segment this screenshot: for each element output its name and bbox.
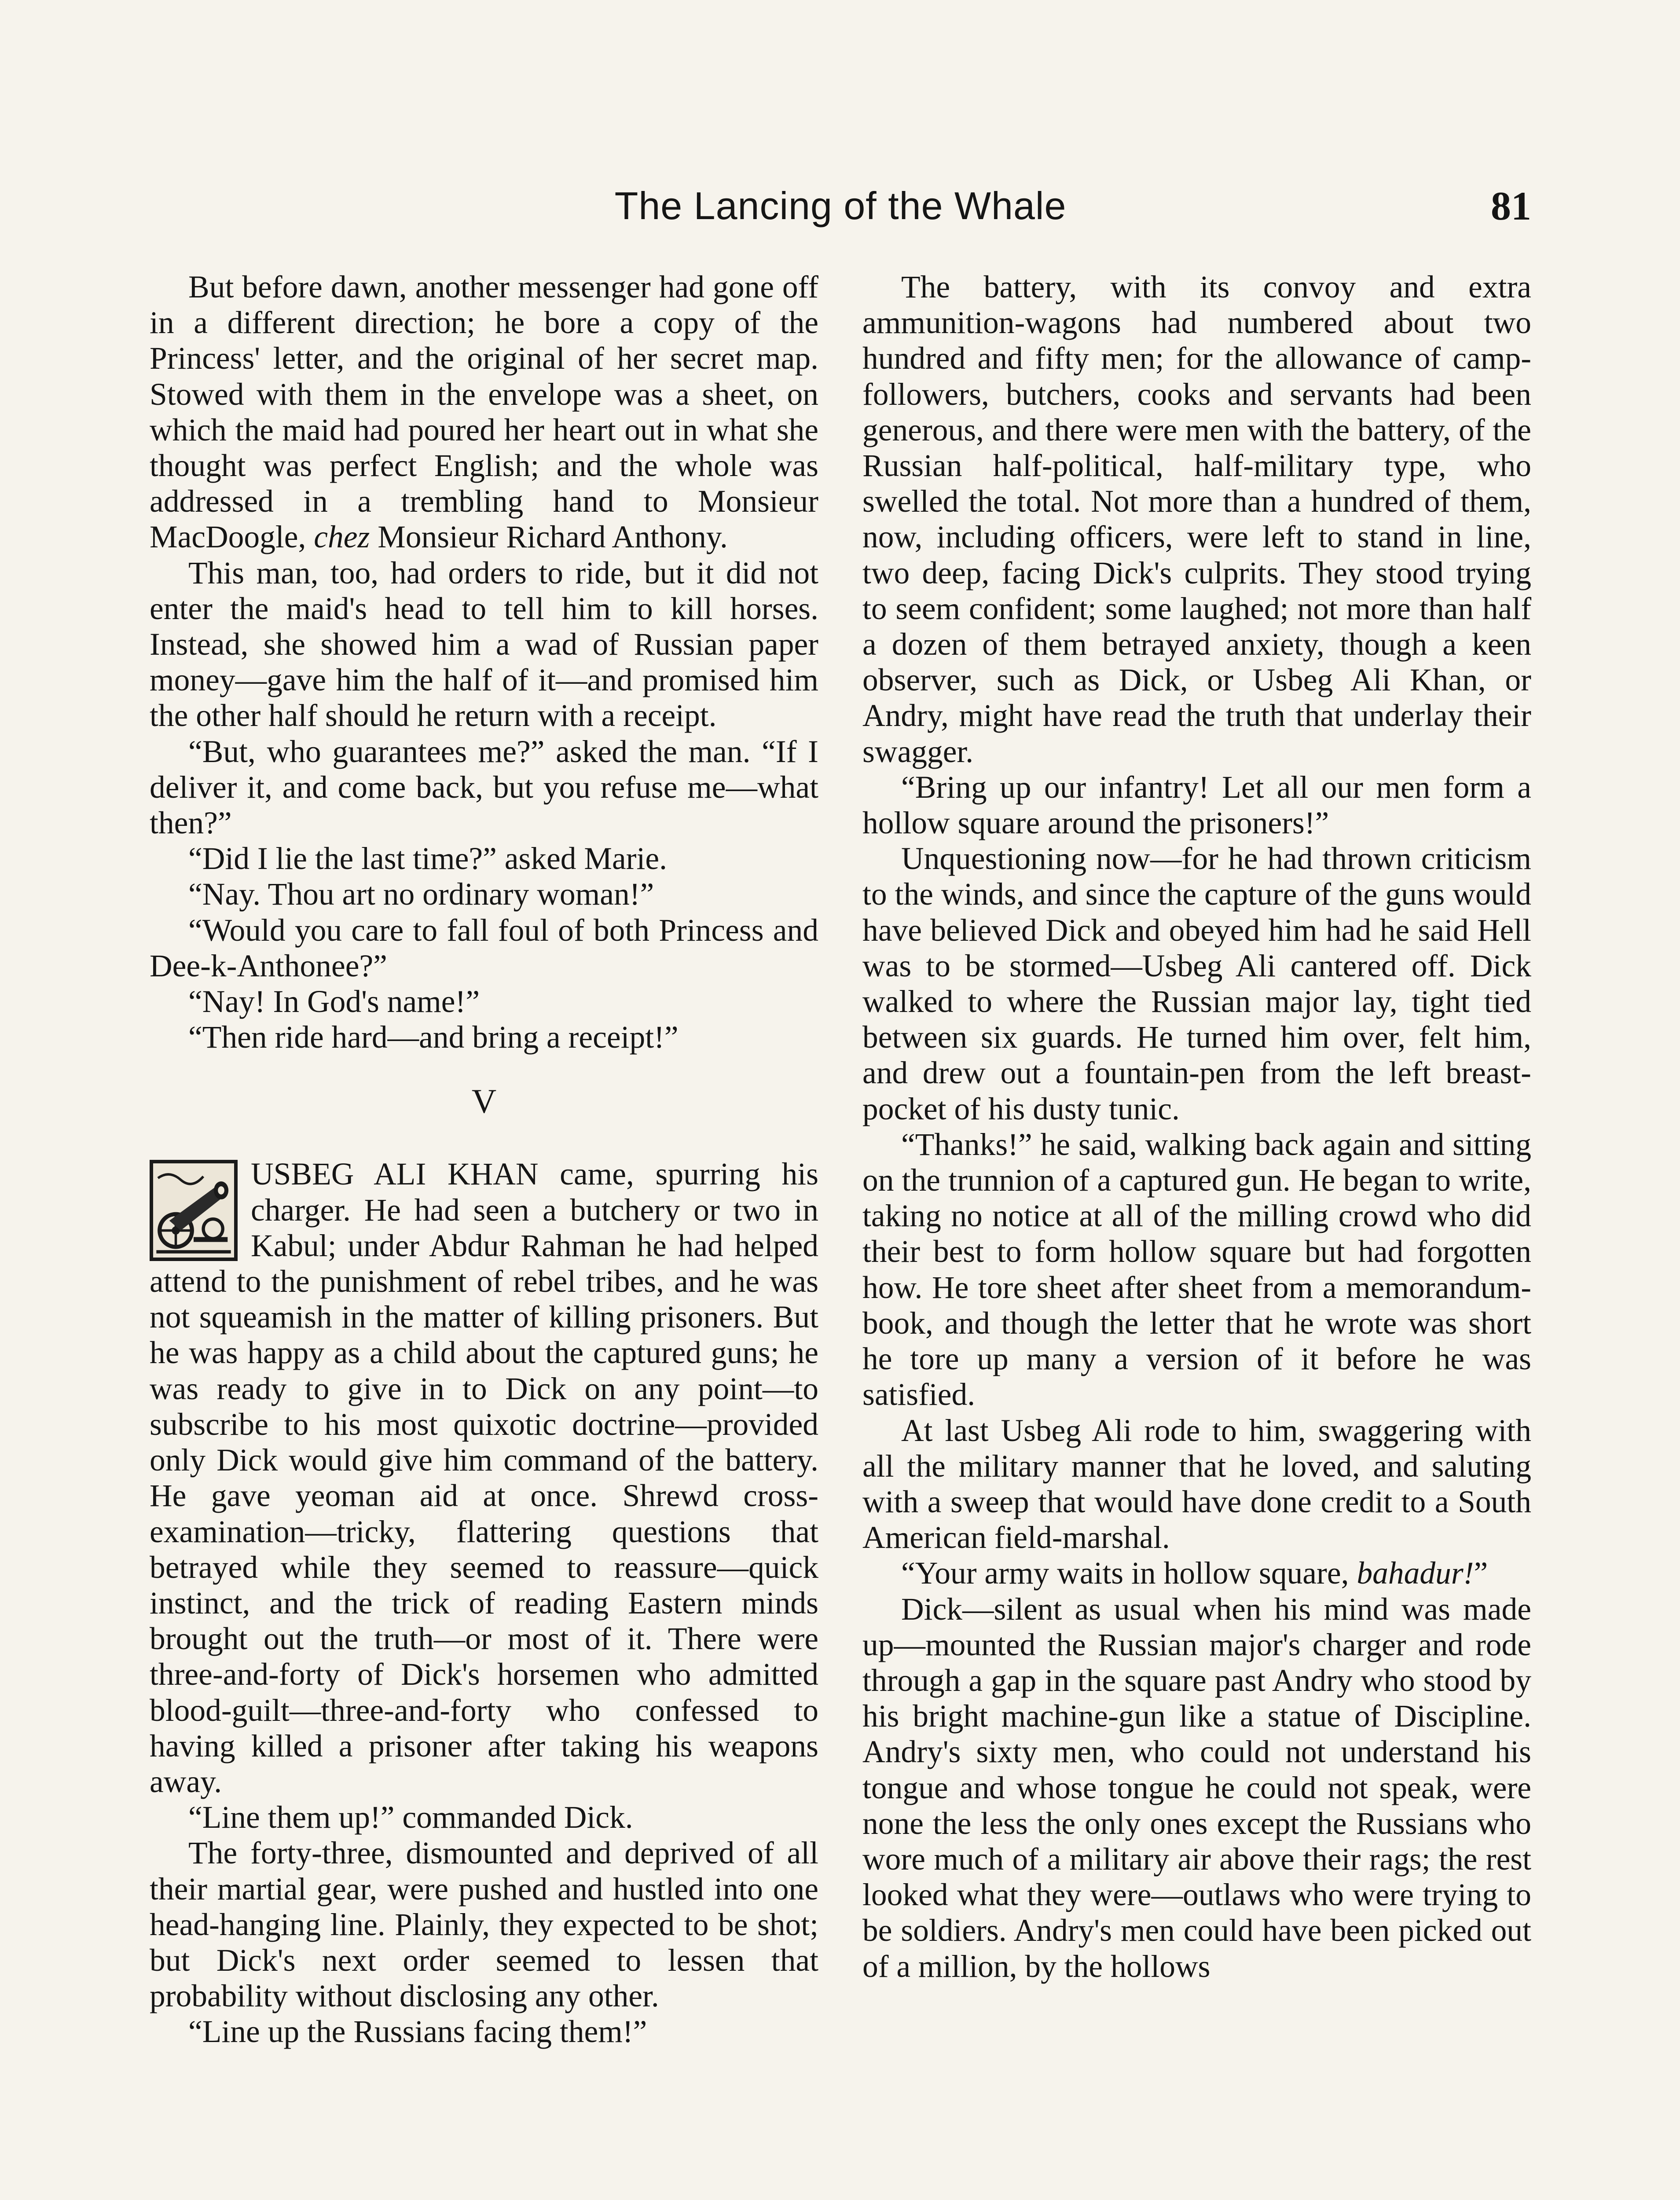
paragraph: “Thanks!” he said, walking back again and sitting on the trunnion of a captured gun. He began to write, taking no notice at all of the milling crowd who did their best to form hollow square but had forgotten how. He tore sheet after sheet from a memorandum-book, and though the letter that he wrote was short he tore up many a version of it before he was satisfied. [862,1127,1531,1412]
paragraph: Dick—silent as usual when his mind was made up—mounted the Russian major's charger and rode through a gap in the square past Andry who stood by his bright machine-gun like a statue of Discipline. Andry's sixty men, who could not understand his tongue and whose tongue he could not speak, were none the less the only ones except the Russians who wore much of a military air above their rags; the rest looked what they were—outlaws who were trying to be soldiers. Andry's men could have been picked out of a million, by the hollows [862,1591,1531,1984]
chapter-opening [150,1156,818,1800]
section-heading: V [471,1082,497,1121]
paragraph: “Did I lie the last time?” asked Marie. [188,841,667,876]
paragraph: “But, who guarantees me?” asked the man. “If I deliver it, and come back, but you refuse me—what then?” [150,734,818,841]
paragraph: “Bring up our infantry! Let all our men form a hollow square around the prisoners!” [862,770,1531,841]
paragraph: “Nay. Thou art no ordinary woman!” [188,877,654,912]
paragraph: This man, too, had orders to ride, but it did not enter the maid's head to tell him to kill horses. Instead, she showed him a wad of Russian paper money—gave him the half of it—and promised him the other half should he return with a receipt. [150,555,818,733]
page-number: 81 [1491,183,1531,228]
cannon-illustration-icon [150,1160,238,1261]
paragraph: “Line them up!” commanded Dick. [188,1800,633,1835]
paragraph: “Nay! In God's name!” [188,984,480,1019]
paragraph: “Would you care to fall foul of both Princess and Dee-k-Anthonee?” [150,913,818,983]
paragraph: “Line up the Russians facing them!” [188,2014,647,2050]
paragraph: The forty-three, dismounted and deprived of all their martial gear, were pushed and hustled into one head-hanging line. Plainly, they expected to be shot; but Dick's next order seemed to lessen that probability without disclosing any other. [150,1836,818,2014]
paragraph: “Then ride hard—and bring a receipt!” [188,1020,679,1055]
page-header [150,180,1531,237]
right-column [862,269,1531,1984]
paragraph: Unquestioning now—for he had thrown criticism to the winds, and since the capture of the guns would have believed Dick and obeyed him had he said Hell was to be stormed—Usbeg Ali cantered off. Dick walked to where the Russian major lay, tight tied between six guards. He turned him over, felt him, and drew out a fountain-pen from the left breast-pocket of his dusty tunic. [862,841,1531,1126]
paragraph: At last Usbeg Ali rode to him, swaggering with all the military manner that he loved, and saluting with a sweep that would have done credit to a South American field-marshal. [862,1413,1531,1555]
paragraph: “Your army waits in hollow square, bahadur!” [901,1556,1488,1591]
paragraph: USBEG ALI KHAN came, spurring his charger. He had seen a butchery or two in Kabul; under Abdur Rahman he had helped attend to the punishment of rebel tribes, and he was not squeamish in the matter of killing prisoners. But he was happy as a child about the captured guns; he was ready to give in to Dick on any point—to subscribe to his most quixotic doctrine—provided only Dick would give him command of the battery. He gave yeoman aid at once. Shrewd cross-examination—tricky, flattering questions that betrayed while they seemed to reassure—quick instinct, and the trick of reading Eastern minds brought out the truth—or most of it. There were three-and-forty of Dick's horsemen who admitted blood-guilt—three-and-forty who confessed to having killed a prisoner after taking his weapons away. [150,1157,818,1799]
paragraph: But before dawn, another messenger had gone off in a different direction; he bore a copy of the Princess' letter, and the original of her secret map. Stowed with them in the envelope was a sheet, on which the maid had poured her heart out in what she thought was perfect English; and the whole was addressed in a trembling hand to Monsieur MacDoogle, chez Monsieur Richard Anthony. [150,270,818,555]
running-title: The Lancing of the Whale [614,184,1067,227]
left-column [150,269,818,2050]
paragraph: The battery, with its convoy and extra ammunition-wagons had numbered about two hundred and fifty men; for the allowance of camp-followers, butchers, cooks and servants had been generous, and there were men with the battery, of the Russian half-political, half-military type, who swelled the total. Not more than a hundred of them, now, including officers, were left to stand in line, two deep, facing Dick's culprits. They stood trying to seem confident; some laughed; not more than half a dozen of them betrayed anxiety, though a keen observer, such as Dick, or Usbeg Ali Khan, or Andry, might have read the truth that underlay their swagger. [862,270,1531,769]
